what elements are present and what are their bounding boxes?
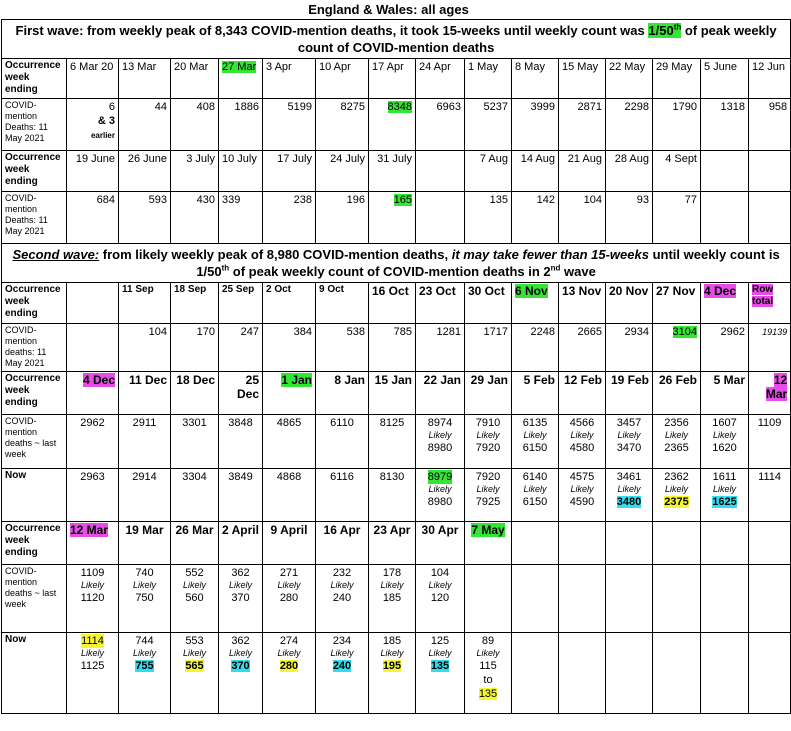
week-cell: 7 Aug <box>465 151 512 192</box>
week-cell: 26 Mar <box>171 522 219 565</box>
deaths-cell: 2665 <box>559 324 606 372</box>
second-wave-banner: Second wave: from likely weekly peak of 8,980 COVID-mention deaths, it may take fewer than 15-weeks until weekly count is 1/50th of peak weekly count of COVID-mention deaths in 2nd wave <box>2 244 791 283</box>
deaths-cell: 1318 <box>701 99 749 151</box>
week-cell: 27 Nov <box>653 283 701 324</box>
week-cell: 10 Apr <box>316 59 369 99</box>
week-cell: 6 Mar 20 <box>67 59 119 99</box>
deaths-cell: 8130 <box>369 469 416 522</box>
deaths-cell: 2934 <box>606 324 653 372</box>
week-cell: 28 Aug <box>606 151 653 192</box>
week-cell <box>559 522 606 565</box>
week-cell: 2 Oct <box>263 283 316 324</box>
deaths-cell: 8125 <box>369 415 416 469</box>
deaths-cell: 785 <box>369 324 416 372</box>
deaths-cell: 125 Likely 135 <box>416 633 465 714</box>
deaths-cell: 44 <box>119 99 171 151</box>
week-cell: 21 Aug <box>559 151 606 192</box>
week-cell: 25 Sep <box>219 283 263 324</box>
row-label: Occurrence week ending <box>2 59 67 99</box>
fw-deaths-row-1 <box>2 99 791 151</box>
deaths-cell <box>512 633 559 714</box>
week-cell: 11 Sep <box>119 283 171 324</box>
deaths-cell: 2914 <box>119 469 171 522</box>
deaths-cell: 3849 <box>219 469 263 522</box>
deaths-cell <box>749 565 791 633</box>
deaths-cell <box>416 192 465 244</box>
deaths-cell: 2962 <box>67 415 119 469</box>
deaths-cell: 6140 Likely 6150 <box>512 469 559 522</box>
row-label: COVID-mention deaths ~ last week <box>2 415 67 469</box>
week-cell: 18 Sep <box>171 283 219 324</box>
deaths-cell: 1607 Likely 1620 <box>701 415 749 469</box>
week-cell: 26 June <box>119 151 171 192</box>
deaths-cell: 2356 Likely 2365 <box>653 415 701 469</box>
week-cell: 27 Mar <box>219 59 263 99</box>
week-cell: 19 June <box>67 151 119 192</box>
week-cell: 15 May <box>559 59 606 99</box>
week-cell: 1 May <box>465 59 512 99</box>
sw-weeks-row-c <box>2 522 791 565</box>
deaths-cell: 7920 Likely 7925 <box>465 469 512 522</box>
week-cell: 5 June <box>701 59 749 99</box>
deaths-cell: 552 Likely 560 <box>171 565 219 633</box>
week-cell: 19 Feb <box>606 372 653 415</box>
week-cell: 29 Jan <box>465 372 512 415</box>
first-wave-fraction: 1/50th <box>648 22 682 38</box>
deaths-cell: 104 <box>559 192 606 244</box>
week-cell: 18 Dec <box>171 372 219 415</box>
week-cell: 22 May <box>606 59 653 99</box>
sw-now-row-c <box>2 633 791 714</box>
week-cell: 3 Apr <box>263 59 316 99</box>
row-label: Occurrence week ending <box>2 372 67 415</box>
deaths-cell: 4566 Likely 4580 <box>559 415 606 469</box>
deaths-cell: 3457 Likely 3470 <box>606 415 653 469</box>
week-cell: 29 May <box>653 59 701 99</box>
deaths-cell: 104 <box>119 324 171 372</box>
deaths-cell: 77 <box>653 192 701 244</box>
deaths-cell: 1114 <box>749 469 791 522</box>
deaths-cell: 3301 <box>171 415 219 469</box>
week-cell: 15 Jan <box>369 372 416 415</box>
week-cell: 16 Apr <box>316 522 369 565</box>
sw-weeks-row-b <box>2 372 791 415</box>
week-cell: 4 Sept <box>653 151 701 192</box>
first-wave-banner <box>2 20 791 59</box>
fw-weeks-row-1 <box>2 59 791 99</box>
week-cell: 2 April <box>219 522 263 565</box>
deaths-cell: 3104 <box>653 324 701 372</box>
row-label: Now <box>2 469 67 522</box>
week-cell: 1 Jan <box>263 372 316 415</box>
week-cell <box>701 522 749 565</box>
deaths-cell: 104 Likely 120 <box>416 565 465 633</box>
deaths-cell: 3304 <box>171 469 219 522</box>
deaths-cell: 238 <box>263 192 316 244</box>
week-cell: 4 Dec <box>701 283 749 324</box>
deaths-cell <box>653 565 701 633</box>
deaths-cell: 5199 <box>263 99 316 151</box>
deaths-cell <box>67 324 119 372</box>
first-wave-text: First wave: from weekly peak of 8,343 COVID-mention deaths, it took 15-weeks until weekly count was <box>15 23 649 38</box>
sw-weeks-row-a <box>2 283 791 324</box>
week-cell: 12 Feb <box>559 372 606 415</box>
deaths-cell: 1886 <box>219 99 263 151</box>
week-cell: 13 Mar <box>119 59 171 99</box>
row-label: Occurrence week ending <box>2 151 67 192</box>
week-cell: 17 Apr <box>369 59 416 99</box>
row-label: COVID-mention deaths: 11 May 2021 <box>2 324 67 372</box>
sw-last-row-b <box>2 415 791 469</box>
week-cell <box>749 522 791 565</box>
deaths-cell: 1109 Likely 1120 <box>67 565 119 633</box>
row-label: Occurrence week ending <box>2 522 67 565</box>
week-cell: 6 Nov <box>512 283 559 324</box>
deaths-cell: 362 Likely 370 <box>219 565 263 633</box>
week-cell: 20 Mar <box>171 59 219 99</box>
deaths-cell: 6116 <box>316 469 369 522</box>
deaths-cell: 1281 <box>416 324 465 372</box>
row-label: COVID-mention Deaths: 11 May 2021 <box>2 192 67 244</box>
week-cell: 26 Feb <box>653 372 701 415</box>
week-cell: 8 May <box>512 59 559 99</box>
deaths-cell: 1109 <box>749 415 791 469</box>
deaths-cell: 6110 <box>316 415 369 469</box>
week-cell: 23 Apr <box>369 522 416 565</box>
week-cell: 9 April <box>263 522 316 565</box>
row-total-header: Row total <box>749 283 791 324</box>
sw-last-row-c <box>2 565 791 633</box>
deaths-cell: 593 <box>119 192 171 244</box>
deaths-cell: 8348 <box>369 99 416 151</box>
deaths-cell: 135 <box>465 192 512 244</box>
deaths-cell: 2298 <box>606 99 653 151</box>
deaths-cell: 430 <box>171 192 219 244</box>
deaths-cell <box>701 192 749 244</box>
row-label: COVID-mention Deaths: 11 May 2021 <box>2 99 67 151</box>
deaths-cell: 93 <box>606 192 653 244</box>
deaths-cell: 8979 Likely 8980 <box>416 469 465 522</box>
page-title: England & Wales: all ages <box>308 2 469 17</box>
week-cell <box>749 151 791 192</box>
week-cell <box>67 283 119 324</box>
deaths-cell: 958 <box>749 99 791 151</box>
week-cell: 22 Jan <box>416 372 465 415</box>
deaths-cell: 3461 Likely 3480 <box>606 469 653 522</box>
week-cell: 8 Jan <box>316 372 369 415</box>
deaths-cell: 271 Likely 280 <box>263 565 316 633</box>
week-cell: 10 July <box>219 151 263 192</box>
week-cell: 13 Nov <box>559 283 606 324</box>
week-cell: 19 Mar <box>119 522 171 565</box>
week-cell: 9 Oct <box>316 283 369 324</box>
week-cell <box>606 522 653 565</box>
deaths-cell: 6 & 3 earlier <box>67 99 119 151</box>
deaths-cell: 2962 <box>701 324 749 372</box>
deaths-cell <box>559 633 606 714</box>
week-cell: 3 July <box>171 151 219 192</box>
deaths-cell: 1717 <box>465 324 512 372</box>
deaths-cell: 6963 <box>416 99 465 151</box>
row-label: Now <box>2 633 67 714</box>
week-cell: 30 Apr <box>416 522 465 565</box>
deaths-cell <box>749 633 791 714</box>
week-cell: 31 July <box>369 151 416 192</box>
week-cell: 7 May <box>465 522 512 565</box>
deaths-cell: 4868 <box>263 469 316 522</box>
deaths-cell: 2362 Likely 2375 <box>653 469 701 522</box>
deaths-cell: 8974 Likely 8980 <box>416 415 465 469</box>
week-cell: 24 July <box>316 151 369 192</box>
deaths-cell <box>512 565 559 633</box>
deaths-cell: 408 <box>171 99 219 151</box>
deaths-cell: 2248 <box>512 324 559 372</box>
deaths-cell: 684 <box>67 192 119 244</box>
first-wave-text-end: of peak weekly count of COVID-mention deaths <box>297 23 777 55</box>
deaths-cell: 274 Likely 280 <box>263 633 316 714</box>
fw-weeks-row-2 <box>2 151 791 192</box>
deaths-cell <box>749 192 791 244</box>
deaths-cell: 384 <box>263 324 316 372</box>
deaths-cell: 362 Likely 370 <box>219 633 263 714</box>
row-total-cell: 19139 <box>749 324 791 372</box>
deaths-cell: 232 Likely 240 <box>316 565 369 633</box>
covid-deaths-table <box>1 19 791 714</box>
deaths-cell: 339 <box>219 192 263 244</box>
week-cell: 16 Oct <box>369 283 416 324</box>
deaths-cell: 89 Likely 115 to 135 <box>465 633 512 714</box>
week-cell <box>512 522 559 565</box>
deaths-cell: 4865 <box>263 415 316 469</box>
week-cell: 5 Mar <box>701 372 749 415</box>
deaths-cell <box>701 633 749 714</box>
deaths-cell: 3848 <box>219 415 263 469</box>
deaths-cell: 8275 <box>316 99 369 151</box>
week-cell: 11 Dec <box>119 372 171 415</box>
deaths-cell: 1611 Likely 1625 <box>701 469 749 522</box>
deaths-cell: 2963 <box>67 469 119 522</box>
week-cell: 23 Oct <box>416 283 465 324</box>
deaths-cell: 196 <box>316 192 369 244</box>
deaths-cell <box>701 565 749 633</box>
fw-deaths-row-2 <box>2 192 791 244</box>
deaths-cell: 247 <box>219 324 263 372</box>
deaths-cell <box>559 565 606 633</box>
week-cell: 5 Feb <box>512 372 559 415</box>
deaths-cell: 165 <box>369 192 416 244</box>
deaths-cell: 6135 Likely 6150 <box>512 415 559 469</box>
week-cell: 17 July <box>263 151 316 192</box>
week-cell: 12 Jun <box>749 59 791 99</box>
deaths-cell: 170 <box>171 324 219 372</box>
week-cell: 25 Dec <box>219 372 263 415</box>
deaths-cell: 185 Likely 195 <box>369 633 416 714</box>
deaths-cell <box>465 565 512 633</box>
deaths-cell <box>606 565 653 633</box>
deaths-cell: 740 Likely 750 <box>119 565 171 633</box>
deaths-cell: 5237 <box>465 99 512 151</box>
week-cell: 24 Apr <box>416 59 465 99</box>
week-cell: 12 Mar <box>749 372 791 415</box>
deaths-cell: 178 Likely 185 <box>369 565 416 633</box>
deaths-cell: 553 Likely 565 <box>171 633 219 714</box>
week-cell: 30 Oct <box>465 283 512 324</box>
week-cell <box>653 522 701 565</box>
deaths-cell: 1790 <box>653 99 701 151</box>
deaths-cell: 7910 Likely 7920 <box>465 415 512 469</box>
deaths-cell <box>653 633 701 714</box>
deaths-cell: 234 Likely 240 <box>316 633 369 714</box>
deaths-cell: 1114 Likely 1125 <box>67 633 119 714</box>
sw-deaths-row-a <box>2 324 791 372</box>
deaths-cell: 2871 <box>559 99 606 151</box>
week-cell: 4 Dec <box>67 372 119 415</box>
deaths-cell: 2911 <box>119 415 171 469</box>
deaths-cell: 4575 Likely 4590 <box>559 469 606 522</box>
deaths-cell: 3999 <box>512 99 559 151</box>
week-cell <box>416 151 465 192</box>
row-label: Occurrence week ending <box>2 283 67 324</box>
deaths-cell: 538 <box>316 324 369 372</box>
row-label: COVID-mention deaths ~ last week <box>2 565 67 633</box>
week-cell: 12 Mar <box>67 522 119 565</box>
sw-now-row-b <box>2 469 791 522</box>
deaths-cell <box>606 633 653 714</box>
deaths-cell: 142 <box>512 192 559 244</box>
week-cell <box>701 151 749 192</box>
deaths-cell: 744 Likely 755 <box>119 633 171 714</box>
week-cell: 20 Nov <box>606 283 653 324</box>
week-cell: 14 Aug <box>512 151 559 192</box>
